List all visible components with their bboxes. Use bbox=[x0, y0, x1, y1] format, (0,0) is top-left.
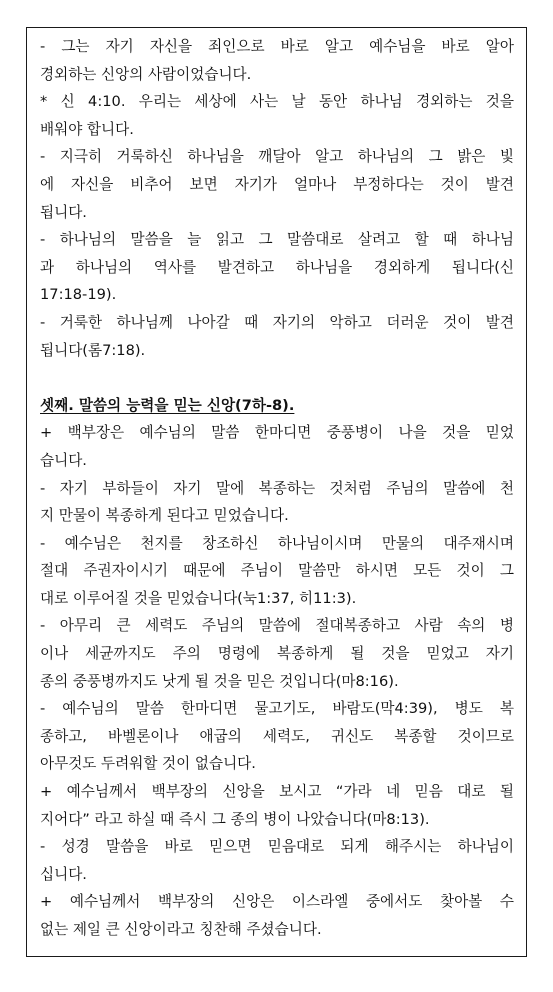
text-line: 습니다. bbox=[40, 451, 87, 469]
text-line: - 지극히 거룩하신 하나님을 깨달아 알고 하나님의 그 밝은 빛 bbox=[40, 148, 514, 166]
text-line: 에 자신을 비추어 보면 자기가 얼마나 부정하다는 것이 발견 bbox=[40, 175, 514, 193]
text-line: + 예수님께서 백부장의 신앙을 보시고 “가라 네 믿음 대로 될 bbox=[40, 783, 514, 801]
text-line: 종의 중풍병까지도 낫게 될 것을 믿은 것입니다(마8:16). bbox=[40, 672, 399, 690]
text-line: - 아무리 큰 세력도 주님의 말씀에 절대복종하고 사람 속의 병 bbox=[40, 617, 514, 635]
text-line: 지 만물이 복종하게 된다고 믿었습니다. bbox=[40, 507, 289, 525]
text-line: 배워야 합니다. bbox=[40, 120, 134, 138]
text-line: - 그는 자기 자신을 죄인으로 바로 알고 예수님을 바로 알아 bbox=[40, 38, 514, 55]
text-line: - 예수님의 말씀 한마디면 물고기도, 바람도(막4:39), 병도 복 bbox=[40, 700, 514, 718]
text-line: 됩니다(롬7:18). bbox=[40, 341, 146, 359]
text-line: + 예수님께서 백부장의 신앙은 이스라엘 중에서도 찾아볼 수 bbox=[40, 893, 514, 911]
text-line: + 백부장은 예수님의 말씀 한마디면 중풍병이 나을 것을 믿었 bbox=[40, 424, 514, 442]
section-fear-of-god bbox=[40, 33, 514, 364]
text-line: 됩니다. bbox=[40, 203, 87, 221]
text-line: 이나 세균까지도 주의 명령에 복종하게 될 것을 믿었고 자기 bbox=[40, 645, 514, 663]
text-line: 지어다” 라고 하실 때 즉시 그 종의 병이 나았습니다(마8:13). bbox=[40, 810, 430, 828]
document-frame bbox=[26, 27, 527, 957]
section-heading: 셋째. 말씀의 능력을 믿는 신앙(7하-8). bbox=[40, 396, 295, 414]
text-line: 경외하는 신앙의 사람이었습니다. bbox=[40, 65, 252, 83]
section-faith-in-word bbox=[40, 419, 514, 943]
text-line: - 거룩한 하나님께 나아갈 때 자기의 악하고 더러운 것이 발견 bbox=[40, 313, 514, 331]
text-line: 아무것도 두려워할 것이 없습니다. bbox=[40, 755, 256, 773]
paragraph-gap bbox=[40, 364, 514, 392]
text-line: * 신 4:10. 우리는 세상에 사는 날 동안 하나님 경외하는 것을 bbox=[40, 93, 514, 111]
text-line: - 하나님의 말씀을 늘 읽고 그 말씀대로 살려고 할 때 하나님 bbox=[40, 231, 514, 249]
text-line: 과 하나님의 역사를 발견하고 하나님을 경외하게 됩니다(신 bbox=[40, 258, 514, 276]
text-line: 십니다. bbox=[40, 865, 87, 883]
text-line: 17:18-19). bbox=[40, 286, 117, 304]
text-line: 절대 주권자이시기 때문에 주님이 말씀만 하시면 모든 것이 그 bbox=[40, 562, 514, 580]
text-line: 종하고, 바벨론이나 애굽의 세력도, 귀신도 복종할 것이므로 bbox=[40, 727, 514, 745]
text-line: 대로 이루어질 것을 믿었습니다(눅1:37, 히11:3). bbox=[40, 589, 357, 607]
text-line: 없는 제일 큰 신앙이라고 칭찬해 주셨습니다. bbox=[40, 921, 322, 938]
text-line: - 성경 말씀을 바로 믿으면 믿음대로 되게 해주시는 하나님이 bbox=[40, 838, 514, 856]
text-line: - 예수님은 천지를 창조하신 하나님이시며 만물의 대주재시며 bbox=[40, 534, 514, 552]
text-line: - 자기 부하들이 자기 말에 복종하는 것처럼 주님의 말씀에 천 bbox=[40, 479, 514, 497]
